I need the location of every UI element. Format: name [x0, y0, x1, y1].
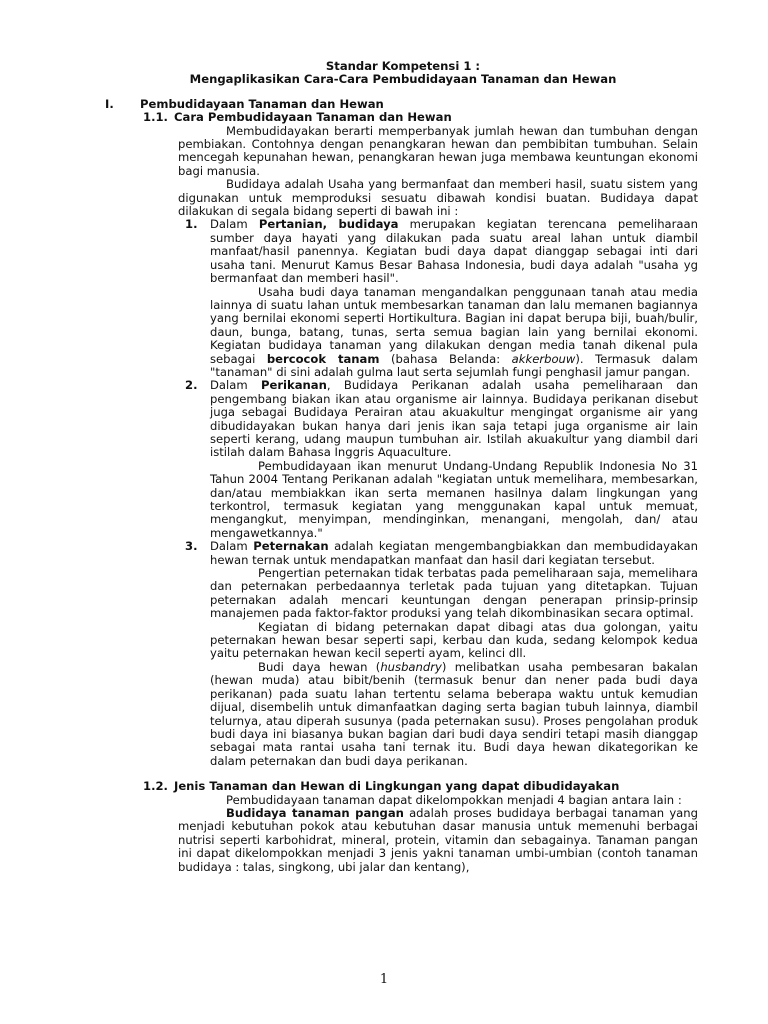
subsection-number: 1.2.	[143, 779, 168, 794]
subsection-2-content	[178, 794, 698, 874]
list-paragraph: Dalam Perikanan, Budidaya Perikanan adalah usaha pemeliharaan dan pengembang biakan ikan atau organisme air lainnya. Budidaya perikanan disebut juga sebagai Budidaya Perairan atau akuakultur mengingat organisme air yang dibudidayakan bukan hanya dari jenis ikan saja tetapi juga organisme air lain seperti kerang, udang maupun tumbuhan air. Istilah akuakultur yang diambil dari istilah dalam Bahasa Inggris Aquaculture.	[210, 378, 698, 460]
title-line-1: Standar Kompetensi 1 :	[325, 59, 481, 73]
section-title: Pembudidayaan Tanaman dan Hewan	[140, 96, 384, 111]
document-body	[105, 59, 699, 874]
paragraph: Budidaya adalah Usaha yang bermanfaat dan memberi hasil, suatu sistem yang digunakan untuk memproduksi sesuatu dibawah kondisi buatan. Budidaya dapat dilakukan di segala bidang seperti di bawah ini :	[178, 177, 698, 219]
list-paragraph: Usaha budi daya tanaman mengandalkan penggunaan tanah atau media lainnya di suatu lahan untuk membesarkan tanaman dan lalu memanen bagiannya yang bernilai ekonomi seperti Hortikultura. Bagian ini dapat berupa biji, buah/bulir, daun, bunga, batang, tunas, serta semua bagian lain yang bernilai ekonomi. Kegiatan budidaya tanaman yang dilakukan dengan media tanah dikenal pula sebagai bercocok tanam (bahasa Belanda: akkerbouw). Termasuk dalam "tanaman" di sini adalah gulma laut serta sejumlah fungi penghasil jamur pangan.	[210, 284, 698, 379]
subsection-heading-1	[143, 111, 698, 124]
list-paragraph: Pembudidayaan ikan menurut Undang-Undang Republik Indonesia No 31 Tahun 2004 Tentang Perikanan adalah "kegiatan untuk memelihara, membesarkan, dan/atau membiakkan ikan serta memanen hasilnya dalam lingkungan yang terkontrol, termasuk kegiatan yang menggunakan kapal untuk memuat, mengangkut, menyimpan, mendinginkan, menangani, mengolah, dan/ atau mengawetkannya."	[210, 458, 698, 540]
list-number: 1.	[185, 217, 198, 232]
list-paragraph: Dalam Peternakan adalah kegiatan mengembangbiakkan dan membudidayakan hewan ternak untuk mendapatkan manfaat dan hasil dari kegiatan tersebut.	[210, 539, 699, 567]
list-paragraph: Dalam Pertanian, budidaya merupakan kegiatan terencana pemeliharaan sumber daya hayati yang dilakukan pada suatu areal lahan untuk diambil manfaat/hasil panennya. Kegiatan budi daya dapat dianggap sebagai inti dari usaha tani. Menurut Kamus Besar Bahasa Indonesia, budi daya adalah "usaha yg bermanfaat dan memberi hasil".	[210, 217, 698, 286]
list-item-peternakan	[185, 540, 698, 768]
title-line-2: Mengaplikasikan Cara-Cara Pembudidayaan Tanaman dan Hewan	[189, 72, 617, 87]
paragraph: Membudidayakan berarti memperbanyak jumlah hewan dan tumbuhan dengan pembiakan. Contohnya dengan penangkaran hewan dan pembibitan tumbuhan. Selain mencegah kepunahan hewan, penangkaran hewan juga membawa keuntungan ekonomi bagi manusia.	[178, 123, 698, 178]
subsection-number: 1.1.	[143, 110, 168, 125]
list-number: 3.	[185, 539, 198, 554]
list-paragraph: Budi daya hewan (husbandry) melibatkan usaha pembesaran bakalan (hewan muda) atau bibit/benih (termasuk benur dan nener pada budi daya perikanan) pada suatu lahan tertentu selama beberapa waktu untuk kemudian dijual, disembelih untuk dimanfaatkan daging serta bagian tubuh lainnya, diambil telurnya, atau diperah susunya (pada peternakan susu). Proses pengolahan produk budi daya ini biasanya bukan bagian dari budi daya sendiri tetapi masih dianggap sebagai mata rantai usaha tani ternak itu. Budi daya hewan dikategorikan ke dalam peternakan dan budi daya perikanan.	[210, 659, 698, 768]
subsection-heading-2	[143, 780, 698, 793]
list-paragraph: Kegiatan di bidang peternakan dapat dibagi atas dua golongan, yaitu peternakan hewan besar seperti sapi, kerbau dan kuda, sedang kelompok kedua yaitu peternakan hewan kecil seperti ayam, kelinci dll.	[210, 619, 698, 661]
paragraph: Budidaya tanaman pangan adalah proses budidaya berbagai tanaman yang menjadi kebutuhan pokok atau kebutuhan dasar manusia untuk memenuhi berbagai nutrisi seperti karbohidrat, mineral, protein, vitamin dan sebagainya. Tanaman pangan ini dapat dikelompokkan menjadi 3 jenis yakni tanaman umbi-umbian (contoh tanaman budidaya : talas, singkong, ubi jalar dan kentang),	[178, 805, 698, 874]
list-item-pertanian	[185, 218, 698, 379]
subsection-title: Cara Pembudidayaan Tanaman dan Hewan	[174, 110, 452, 125]
list-item-perikanan	[185, 379, 698, 540]
subsection-title: Jenis Tanaman dan Hewan di Lingkungan yang dapat dibudidayakan	[174, 779, 620, 794]
paragraph: Pembudidayaan tanaman dapat dikelompokkan menjadi 4 bagian antara lain :	[226, 792, 682, 807]
section-heading	[105, 98, 698, 111]
subsection-1-content	[178, 125, 698, 219]
section-number: I.	[105, 96, 114, 111]
list-number: 2.	[185, 378, 198, 393]
numbered-list	[185, 218, 698, 768]
list-paragraph: Pengertian peternakan tidak terbatas pada pemeliharaan saja, memelihara dan peternakan perbedaannya terletak pada tujuan yang ditetapkan. Tujuan peternakan adalah mencari keuntungan dengan penerapan prinsip-prinsip manajemen pada faktor-faktor produksi yang telah dikombinasikan secara optimal.	[210, 566, 698, 621]
page-number: 1	[379, 972, 389, 987]
